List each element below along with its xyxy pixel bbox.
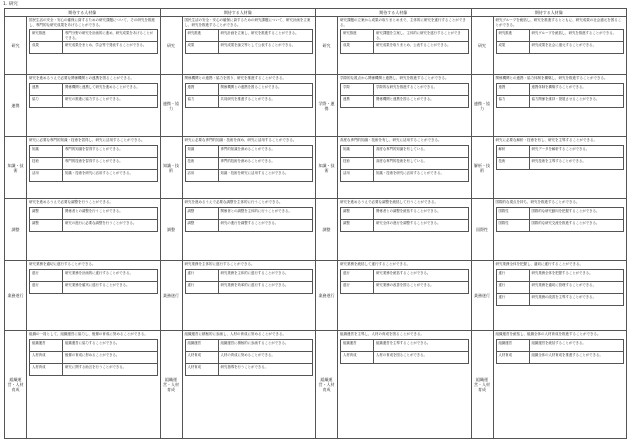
category-cell <box>160 331 182 439</box>
sub-item-row <box>185 339 313 351</box>
sub-item-label: 遂行 <box>496 281 529 293</box>
sub-item-label: 国際性 <box>496 207 529 219</box>
sub-item-text: 研究計画を立案し、研究を推進することができる。 <box>218 30 312 42</box>
description-cell <box>27 17 161 75</box>
sub-item-text: 研究の進行に必要な調整を行うことができる。 <box>63 219 157 231</box>
sub-item-text: 研究業務全体を把握することができる。 <box>529 269 623 281</box>
sub-item-label: 調整 <box>341 219 374 231</box>
sub-item-row <box>496 83 624 95</box>
category-label: 知識・技術 <box>318 162 335 173</box>
sub-item-row <box>30 30 158 42</box>
sub-item-text: 研究業務の改善を主導することができる。 <box>529 293 623 305</box>
category-cell <box>160 75 182 137</box>
sub-item-text: 共同研究を推進することができる。 <box>218 95 312 107</box>
sub-item-label: 組織運営 <box>496 339 529 351</box>
cell-intro-text: 研究を進めるうえで必要な調整を行うことができる。 <box>29 200 113 204</box>
table-row <box>5 137 627 199</box>
category-cell <box>5 331 27 439</box>
category-cell <box>160 137 182 199</box>
sub-item-text: 研究業務を統括することができる。 <box>374 269 468 281</box>
sub-item-row <box>341 269 469 281</box>
sub-item-label: 研究推進 <box>496 30 529 42</box>
sub-item-row <box>496 207 624 219</box>
sub-item-text: 研究に関する助言を行うことができる。 <box>63 363 157 375</box>
description-cell <box>493 199 627 261</box>
description-cell <box>338 17 472 75</box>
category-label: 研究 <box>167 43 175 48</box>
table-row <box>5 331 627 439</box>
sub-item-label: 遂行 <box>341 269 374 281</box>
sub-item-text: 研究成果を社会に還元することができる。 <box>529 42 623 54</box>
sub-item-label: 人材育成 <box>30 363 63 375</box>
category-cell <box>316 75 338 137</box>
cell-intro-text: 研究に必要な解析・技術を有し、研究を主導することができる。 <box>495 138 597 142</box>
sub-item-text: 研究業務の改善を図ることができる。 <box>374 281 468 293</box>
sub-item-row <box>30 42 158 54</box>
sub-item-row <box>496 30 624 42</box>
category-cell <box>5 137 27 199</box>
sub-item-text: 高度な専門的技術を有している。 <box>374 157 468 169</box>
cell-intro-text: 研究業務全体を把握し、適切に遂行することができる。 <box>495 262 583 266</box>
description-cell <box>493 75 627 137</box>
category-cell <box>316 261 338 331</box>
cell-intro-text: 研究に必要な専門的知識・技術を習得し、研究に活用することができる。 <box>29 138 145 142</box>
sub-item-label: 技術 <box>30 157 63 169</box>
sub-item-text: 組織全体の人材育成を推進することができる。 <box>529 351 623 363</box>
category-cell <box>316 137 338 199</box>
category-label: 解析・技術 <box>474 162 490 173</box>
sub-item-row <box>341 169 469 181</box>
sub-item-row <box>30 207 158 219</box>
category-label: 組織運営・人材育成 <box>7 377 24 392</box>
sub-item-table <box>340 145 469 182</box>
category-cell <box>471 331 493 439</box>
sub-item-label: 学際 <box>341 83 374 95</box>
category-label: 業務遂行 <box>7 293 24 298</box>
category-label: 連携 <box>11 103 20 108</box>
sub-item-label: 調整 <box>30 207 63 219</box>
sub-item-row <box>341 42 469 54</box>
sub-item-label: 遂行 <box>30 281 63 293</box>
sub-item-text: 研究成果を取りまとめ、公表することができる。 <box>374 42 468 54</box>
competency-table <box>4 8 627 439</box>
sub-item-label: 組織運営 <box>185 339 218 351</box>
sub-item-table <box>340 339 469 364</box>
header-row <box>5 9 627 17</box>
cell-intro-text: 関係機関との連携・協力体制を構築し、研究を推進することができる。 <box>495 76 608 80</box>
sub-item-label: 知識 <box>341 145 374 157</box>
category-label: 研究 <box>322 43 331 48</box>
category-cell <box>5 75 27 137</box>
sub-item-label: 遂行 <box>30 269 63 281</box>
sub-item-label: 連携 <box>30 83 63 95</box>
sub-item-text: 専門的技術を習得することができる。 <box>63 157 157 169</box>
description-cell <box>338 331 472 439</box>
sub-item-table <box>185 83 314 108</box>
sub-item-row <box>496 269 624 281</box>
sub-item-text: 連携体制を構築することができる。 <box>529 83 623 95</box>
cell-intro-text: 国民生活の安全・安心の確保に資するための研究課題について、研究計画を立案し、研究を推進することができる。 <box>184 18 311 27</box>
cell-intro-text: 組織運営を統括し、組織全体の人材育成を推進することができる。 <box>495 332 601 336</box>
sub-item-table <box>340 207 469 232</box>
category-label: 調整 <box>11 227 20 232</box>
description-cell <box>27 261 161 331</box>
sub-item-text: 研究の推進に協力することができる。 <box>63 95 157 107</box>
sub-item-table <box>29 29 158 54</box>
category-label: 研究 <box>478 43 486 48</box>
description-cell <box>182 331 316 439</box>
sub-item-row <box>30 339 158 351</box>
sub-item-row <box>30 269 158 281</box>
sub-item-text: 関係機関との連携を図ることができる。 <box>218 83 312 95</box>
sub-item-row <box>341 145 469 157</box>
sub-item-table <box>29 145 158 182</box>
description-cell <box>338 261 472 331</box>
category-cell <box>471 75 493 137</box>
sub-item-row <box>496 219 624 231</box>
description-cell <box>338 137 472 199</box>
sub-item-text: 専門的知識を深めることができる。 <box>218 145 312 157</box>
sub-item-row <box>185 42 313 54</box>
table-row <box>5 17 627 75</box>
cell-intro-text: 国民生活の安全・安心の確保に資するための研究課題について、その研究を推進し、専門的な研究成果をあげることができる。 <box>29 18 155 27</box>
sub-item-table <box>29 269 158 294</box>
cell-intro-text: 研究に必要な専門的知識・技術を深め、研究に活用することができる。 <box>184 138 297 142</box>
sub-item-row <box>496 42 624 54</box>
sub-item-label: 遂行 <box>496 293 529 305</box>
sub-item-text: 専門分野の研究を計画的に進め、研究成果をあげることができる。 <box>63 30 157 42</box>
category-label: 調整 <box>322 227 331 232</box>
cell-intro-text: 組織運営に積極的に参画し、人材の育成に努めることができる。 <box>184 332 286 336</box>
cell-intro-text: 研究グループを統括し、研究を推進するとともに、研究成果の社会還元を図ることができる。 <box>495 18 622 27</box>
column-header: 期待する人材像 <box>316 9 472 17</box>
category-cell <box>316 17 338 75</box>
sub-item-text: 関係機関と連携を図ることができる。 <box>374 95 468 107</box>
sub-item-label: 連携 <box>341 95 374 107</box>
sub-item-label: 成果 <box>185 42 218 54</box>
category-label: 学際・連携 <box>318 100 335 111</box>
category-label: 組織運営・人材育成 <box>474 377 490 392</box>
sub-item-label: 調整 <box>185 219 218 231</box>
sub-item-label: 人材育成 <box>341 351 374 363</box>
sub-item-text: 国際的な研究動向を把握することができる。 <box>529 207 623 219</box>
table-row <box>5 261 627 331</box>
sub-item-row <box>185 30 313 42</box>
sub-item-text: 研究業務を主体的に遂行することができる。 <box>218 269 312 281</box>
sub-item-text: 知識・技術を研究に活用することができる。 <box>218 169 312 181</box>
category-label: 連携・協力 <box>474 100 490 111</box>
sub-item-label: 協力 <box>30 95 63 107</box>
table-row <box>5 199 627 261</box>
sub-item-label: 研究推進 <box>30 30 63 42</box>
description-cell <box>182 137 316 199</box>
sub-item-row <box>185 219 313 231</box>
category-label: 知識・技術 <box>7 162 24 173</box>
sub-item-row <box>185 157 313 169</box>
sub-item-row <box>341 219 469 231</box>
category-cell <box>5 17 27 75</box>
sub-item-text: 研究成果を論文等として公表することができる。 <box>218 42 312 54</box>
sub-item-label: 人材育成 <box>185 363 218 375</box>
sub-item-row <box>30 157 158 169</box>
cell-intro-text: 組織の一員として、組織運営に協力し、後輩の育成に努めることができる。 <box>29 332 148 336</box>
sub-item-table <box>185 269 314 294</box>
sub-item-table <box>496 269 625 306</box>
sub-item-row <box>341 95 469 107</box>
sub-item-label: 調整 <box>341 207 374 219</box>
cell-intro-text: 高度な専門的知識・技術を有し、研究に活用することができる。 <box>340 138 442 142</box>
sub-item-row <box>496 293 624 305</box>
sub-item-table <box>496 145 625 170</box>
sub-item-row <box>496 281 624 293</box>
cell-intro-text: 国際的な視点を持ち、研究を推進することができる。 <box>495 200 580 204</box>
sub-item-label: 解析 <box>496 145 529 157</box>
cell-intro-text: 研究業務を適切に遂行することができる。 <box>29 262 96 266</box>
sub-item-table <box>340 269 469 294</box>
table-row <box>5 75 627 137</box>
sub-item-text: 協力関係を維持・発展させることができる。 <box>529 95 623 107</box>
category-cell <box>471 261 493 331</box>
sub-item-label: 遂行 <box>185 281 218 293</box>
sub-item-text: 研究全体の進行を調整することができる。 <box>374 219 468 231</box>
sub-item-row <box>185 269 313 281</box>
sub-item-label: 技術 <box>341 157 374 169</box>
column-header: 期待する人材像 <box>160 9 316 17</box>
sub-item-table <box>29 207 158 232</box>
description-cell <box>493 261 627 331</box>
sub-item-text: 専門的知識を習得することができる。 <box>63 145 157 157</box>
sub-item-label: 研究推進 <box>341 30 374 42</box>
category-label: 研究 <box>11 43 20 48</box>
sub-item-text: 研究の進行を調整することができる。 <box>218 219 312 231</box>
sub-item-row <box>30 95 158 107</box>
sub-item-text: 研究技術を主導することができる。 <box>529 157 623 169</box>
sub-item-text: 研究業務を計画的に遂行することができる。 <box>63 269 157 281</box>
sub-item-label: 人材育成 <box>30 351 63 363</box>
sub-item-table <box>496 83 625 108</box>
sub-item-label: 活用 <box>30 169 63 181</box>
sub-item-label: 研究推進 <box>185 30 218 42</box>
sub-item-row <box>341 351 469 363</box>
sub-item-label: 人材育成 <box>496 351 529 363</box>
sub-item-label: 調整 <box>185 207 218 219</box>
sub-item-label: 成果 <box>496 42 529 54</box>
sub-item-text: 組織運営を統括することができる。 <box>529 339 623 351</box>
sub-item-label: 国際性 <box>496 219 529 231</box>
category-label: 業務遂行 <box>163 293 179 298</box>
sub-item-label: 遂行 <box>185 269 218 281</box>
description-cell <box>338 199 472 261</box>
sub-item-row <box>496 351 624 363</box>
category-label: 調整 <box>167 227 175 232</box>
sub-item-row <box>185 169 313 181</box>
sub-item-row <box>185 363 313 375</box>
cell-intro-text: 研究を進めるうえで必要な調整を主体的に行うことができる。 <box>184 200 283 204</box>
sub-item-text: 関係者との調整を行うことができる。 <box>63 207 157 219</box>
cell-intro-text: 研究を進めるうえで必要な調整を統括して行うことができる。 <box>340 200 438 204</box>
sub-item-row <box>185 83 313 95</box>
category-label: 業務遂行 <box>318 293 335 298</box>
description-cell <box>182 17 316 75</box>
cell-intro-text: 組織運営を主導し、人材の育成を図ることができる。 <box>340 332 424 336</box>
sub-item-text: 組織運営に協力することができる。 <box>63 339 157 351</box>
sub-item-table <box>496 207 625 232</box>
sub-item-row <box>185 145 313 157</box>
sub-item-table <box>185 145 314 182</box>
category-cell <box>316 331 338 439</box>
sub-item-text: 研究成果をまとめ、学会等で発表することができる。 <box>63 42 157 54</box>
sub-item-text: 関係者との調整を統括することができる。 <box>374 207 468 219</box>
category-cell <box>471 199 493 261</box>
sub-item-row <box>185 95 313 107</box>
description-cell <box>27 331 161 439</box>
sub-item-table <box>340 29 469 54</box>
sub-item-label: 人材育成 <box>185 351 218 363</box>
sub-item-label: 知識 <box>30 145 63 157</box>
sub-item-row <box>341 157 469 169</box>
sub-item-text: 人材の育成に努めることができる。 <box>218 351 312 363</box>
sub-item-label: 協力 <box>185 95 218 107</box>
sub-item-row <box>341 339 469 351</box>
sub-item-text: 組織運営に積極的に参画することができる。 <box>218 339 312 351</box>
sub-item-table <box>29 83 158 108</box>
sub-item-text: 研究課題を立案し、主体的に研究を遂行することができる。 <box>374 30 468 42</box>
sub-item-row <box>30 83 158 95</box>
sub-item-text: 研究指導を行うことができる。 <box>218 363 312 375</box>
description-cell <box>338 75 472 137</box>
cell-intro-text: 研究課題の立案から成果の取りまとめまで、主体的に研究を遂行することができる。 <box>340 18 466 27</box>
sub-item-table <box>496 339 625 364</box>
sub-item-row <box>341 83 469 95</box>
sub-item-label: 連携 <box>185 83 218 95</box>
sub-item-label: 遂行 <box>341 281 374 293</box>
cell-intro-text: 学際的な視点から関係機関と連携し、研究を推進することができる。 <box>340 76 449 80</box>
sub-item-label: 組織運営 <box>30 339 63 351</box>
sub-item-table <box>29 339 158 376</box>
category-label: 国際性 <box>476 227 488 232</box>
sub-item-row <box>185 281 313 293</box>
sub-item-label: 成果 <box>341 42 374 54</box>
cell-intro-text: 研究業務を統括して遂行することができる。 <box>340 262 410 266</box>
sub-item-row <box>341 30 469 42</box>
sub-item-label: 遂行 <box>496 269 529 281</box>
sub-item-text: 研究業務を適切に管理することができる。 <box>529 281 623 293</box>
sub-item-label: 活用 <box>341 169 374 181</box>
sub-item-row <box>341 207 469 219</box>
description-cell <box>27 199 161 261</box>
column-header: 期待する人材像 <box>5 9 161 17</box>
sub-item-label: 活用 <box>185 169 218 181</box>
sub-item-label: 連携 <box>496 83 529 95</box>
category-cell <box>160 17 182 75</box>
sub-item-label: 成果 <box>30 42 63 54</box>
category-cell <box>316 199 338 261</box>
sub-item-text: 研究業務を確実に遂行することができる。 <box>63 281 157 293</box>
sub-item-text: 関係機関と連携して研究を進めることができる。 <box>63 83 157 95</box>
description-cell <box>182 261 316 331</box>
sub-item-label: 組織運営 <box>341 339 374 351</box>
cell-intro-text: 関係機関との連携・協力を図り、研究を推進することができる。 <box>184 76 286 80</box>
category-cell <box>471 137 493 199</box>
category-cell <box>160 199 182 261</box>
description-cell <box>493 17 627 75</box>
category-label: 組織運営・人材育成 <box>163 377 179 392</box>
sub-item-row <box>496 339 624 351</box>
category-label: 業務遂行 <box>474 293 490 298</box>
description-cell <box>493 137 627 199</box>
sub-item-row <box>496 95 624 107</box>
sub-item-table <box>496 29 625 54</box>
category-label: 連携・協力 <box>163 100 179 111</box>
category-cell <box>471 17 493 75</box>
sub-item-text: 関係者との調整を主体的に行うことができる。 <box>218 207 312 219</box>
sub-item-row <box>496 145 624 157</box>
cell-intro-text: 研究を進めるうえで必要な関係機関との連携を図ることができる。 <box>29 76 134 80</box>
sub-item-text: 人材の育成を図ることができる。 <box>374 351 468 363</box>
description-cell <box>27 75 161 137</box>
column-header: 期待する人材像 <box>471 9 627 17</box>
sub-item-table <box>185 339 314 376</box>
sub-item-row <box>30 351 158 363</box>
sub-item-label: 協力 <box>496 95 529 107</box>
sub-item-row <box>185 351 313 363</box>
sub-item-row <box>185 207 313 219</box>
sub-item-text: 高度な専門的知識を有している。 <box>374 145 468 157</box>
sub-item-row <box>496 157 624 169</box>
sub-item-row <box>30 363 158 375</box>
sub-item-text: 知識・技術を研究に活用することができる。 <box>63 169 157 181</box>
sub-item-text: 研究データを解析することができる。 <box>529 145 623 157</box>
sub-item-text: 国際的な研究交流を推進することができる。 <box>529 219 623 231</box>
section-title: 1. 研究 <box>3 2 18 7</box>
description-cell <box>182 75 316 137</box>
sub-item-text: 知識・技術を研究に活用することができる。 <box>374 169 468 181</box>
sub-item-row <box>30 169 158 181</box>
category-cell <box>160 261 182 331</box>
sub-item-text: 専門的技術を深めることができる。 <box>218 157 312 169</box>
sub-item-label: 知識 <box>185 145 218 157</box>
sub-item-text: 研究業務を効率的に遂行することができる。 <box>218 281 312 293</box>
category-label: 組織運営・人材育成 <box>318 377 335 392</box>
sub-item-label: 調整 <box>30 219 63 231</box>
sub-item-label: 技術 <box>496 157 529 169</box>
sub-item-text: 組織運営を主導することができる。 <box>374 339 468 351</box>
cell-intro-text: 研究業務を主体的に遂行することができる。 <box>184 262 255 266</box>
category-cell <box>5 199 27 261</box>
description-cell <box>182 199 316 261</box>
description-cell <box>27 137 161 199</box>
sub-item-text: 学際的な研究を推進することができる。 <box>374 83 468 95</box>
sub-item-text: 研究グループを統括し、研究を推進することができる。 <box>529 30 623 42</box>
sub-item-table <box>185 29 314 54</box>
sub-item-row <box>341 281 469 293</box>
sub-item-row <box>30 219 158 231</box>
sub-item-label: 技術 <box>185 157 218 169</box>
sub-item-table <box>185 207 314 232</box>
sub-item-table <box>340 83 469 108</box>
sub-item-row <box>30 281 158 293</box>
sub-item-row <box>30 145 158 157</box>
sub-item-text: 後輩の育成に努めることができる。 <box>63 351 157 363</box>
description-cell <box>493 331 627 439</box>
category-cell <box>5 261 27 331</box>
category-label: 知識・技術 <box>163 162 179 173</box>
